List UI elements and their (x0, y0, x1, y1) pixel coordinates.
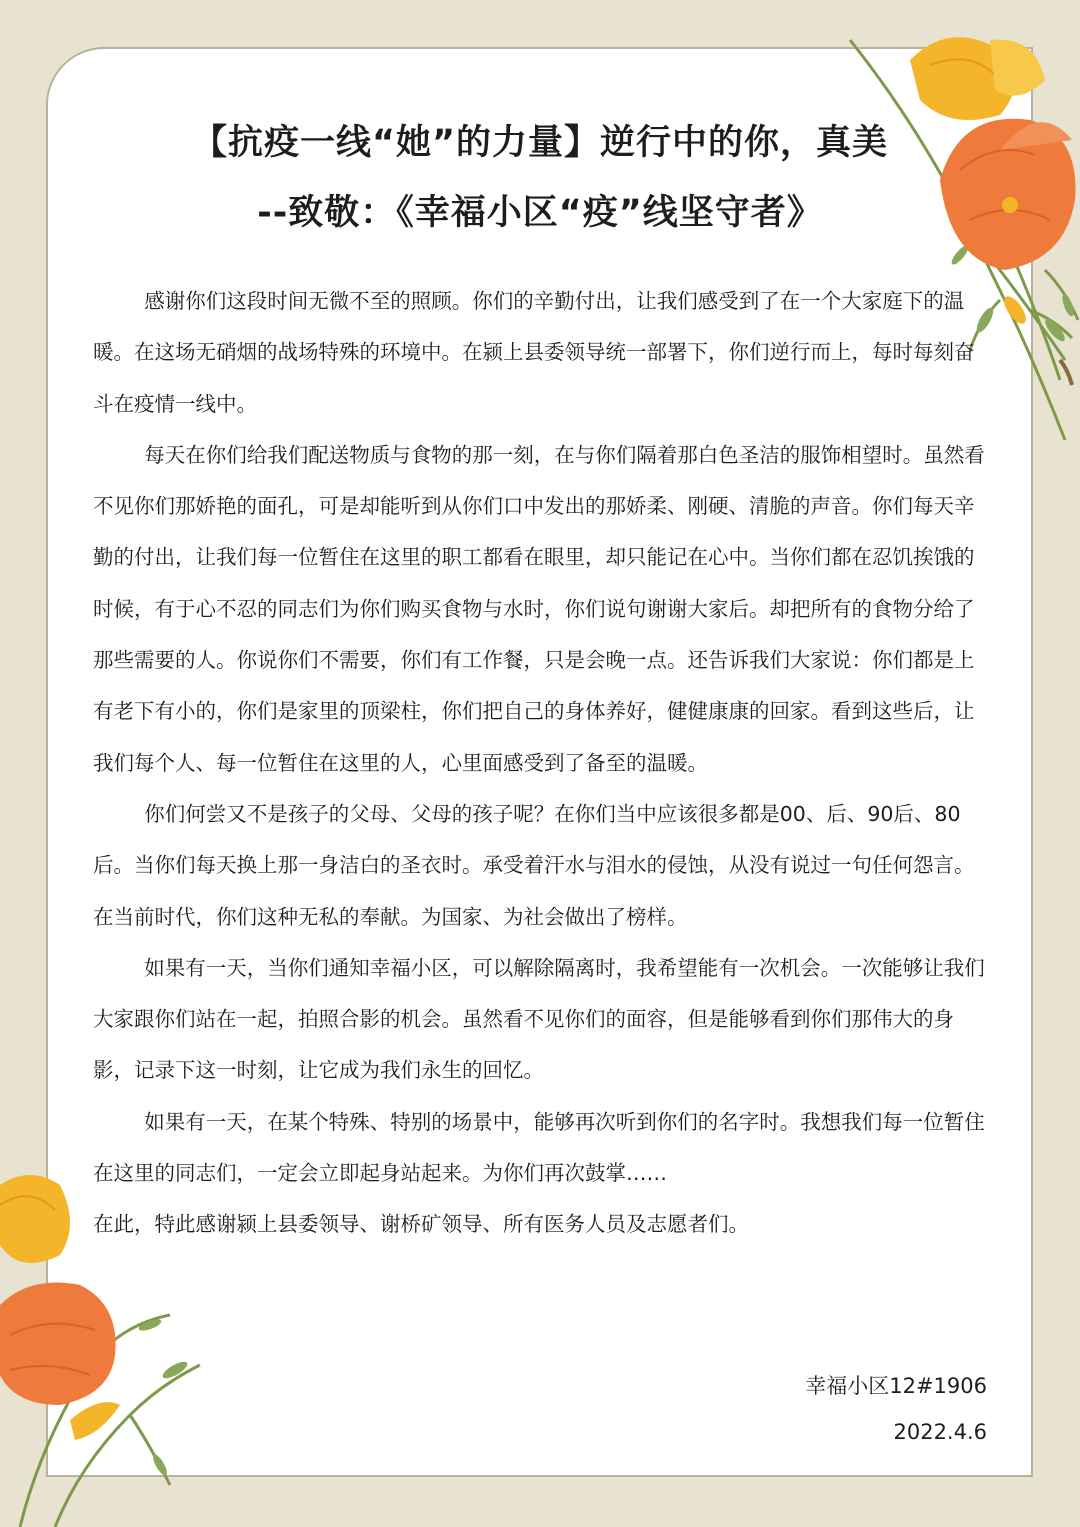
title-line-1: 【抗疫一线“她”的力量】逆行中的你，真美 (191, 123, 888, 163)
title-line-2: --致敬：《幸福小区“疫”线坚守者》 (257, 193, 823, 233)
signature-name: 幸福小区12#1906 (805, 1374, 987, 1398)
paragraph-5: 如果有一天，在某个特殊、特别的场景中，能够再次听到你们的名字时。我想我们每一位暂住在这里的同志们，一定会立即起身站起来。为你们再次鼓掌…… (93, 1109, 985, 1186)
paragraph-4: 如果有一天，当你们通知幸福小区，可以解除隔离时，我希望能有一次机会。一次能够让我们大家跟你们站在一起，拍照合影的机会。虽然看不见你们的面容，但是能够看到你们那伟大的身影，记录下这一时刻，让它成为我们永生的回忆。 (93, 955, 985, 1083)
thanks-line: 在此，特此感谢颍上县委领导、谢桥矿领导、所有医务人员及志愿者们。 (93, 1212, 749, 1237)
signature-date: 2022.4.6 (893, 1420, 987, 1444)
paragraph-2: 每天在你们给我们配送物质与食物的那一刻，在与你们隔着那白色圣洁的服饰相望时。虽然看不见你们那娇艳的面孔，可是却能听到从你们口中发出的那娇柔、刚硬、清脆的声音。你们每天辛勤的付出，让我们每一位暂住在这里的职工都看在眼里，却只能记在心中。当你们都在忍饥挨饿的时候，有于心不忍的同志们为你们购买食物与水时，你们说句谢谢大家后。却把所有的食物分给了那些需要的人。你说你们不需要，你们有工作餐，只是会晚一点。还告诉我们大家说：你们都是上有老下有小的，你们是家里的顶梁柱，你们把自己的身体养好，健健康康的回家。看到这些后，让我们每个人、每一位暂住在这里的人，心里面感受到了备至的温暖。 (93, 442, 985, 775)
paragraph-1: 感谢你们这段时间无微不至的照顾。你们的辛勤付出，让我们感受到了在一个大家庭下的温暖。在这场无硝烟的战场特殊的环境中。在颍上县委领导统一部署下，你们逆行而上，每时每刻奋斗在疫情一线中。 (93, 289, 975, 416)
letter-body (93, 276, 985, 1251)
title-block (100, 108, 980, 248)
paragraph-3: 你们何尝又不是孩子的父母、父母的孩子呢？在你们当中应该很多都是00、后、90后、80后。当你们每天换上那一身洁白的圣衣时。承受着汗水与泪水的侵蚀，从没有说过一句任何怨言。在当前时代，你们这种无私的奉献。为国家、为社会做出了榜样。 (93, 801, 975, 929)
signature-block (805, 1363, 987, 1455)
